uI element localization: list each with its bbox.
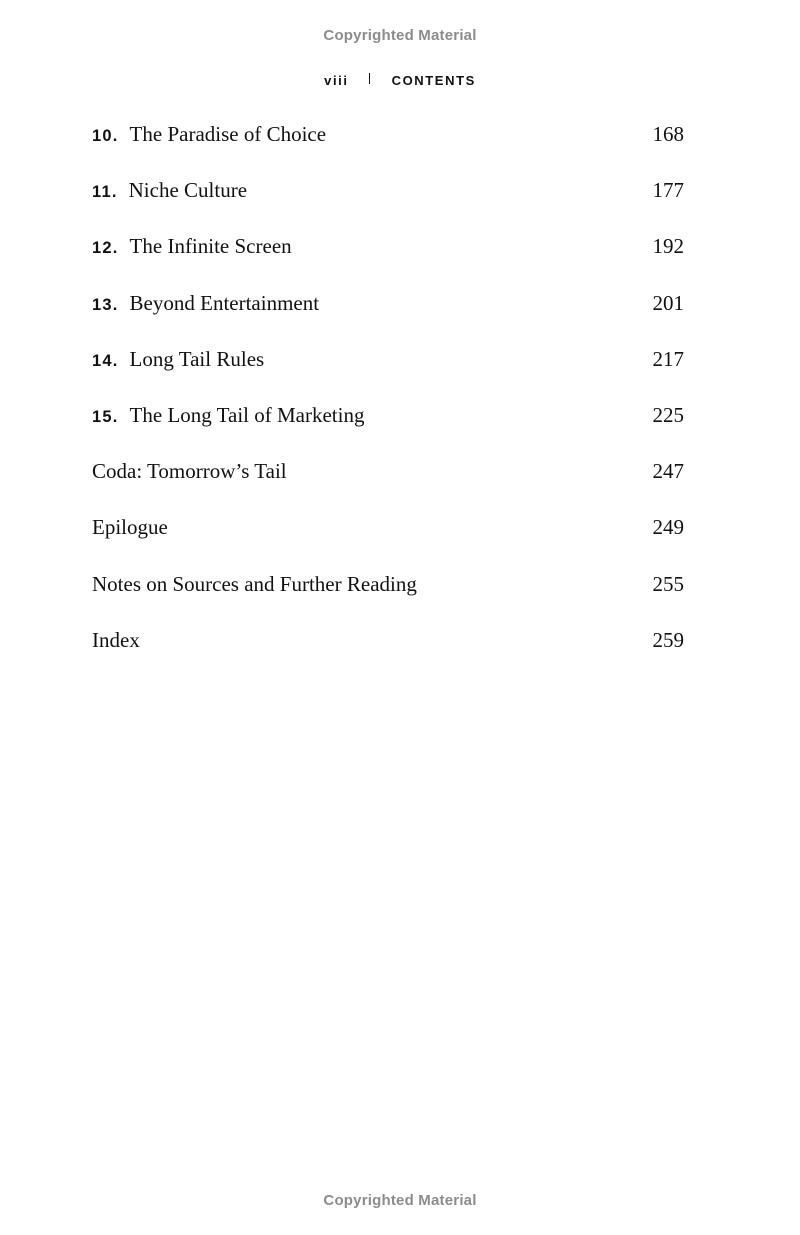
chapter-title: Long Tail Rules bbox=[129, 346, 265, 371]
toc-entry-title: Notes on Sources and Further Reading bbox=[92, 571, 417, 596]
running-head bbox=[0, 73, 800, 88]
toc-entry[interactable] bbox=[92, 106, 684, 162]
chapter-number: 12. bbox=[92, 239, 119, 258]
chapter-number: 13. bbox=[92, 295, 119, 314]
toc-entry[interactable] bbox=[92, 387, 684, 443]
running-head-divider bbox=[369, 73, 370, 84]
chapter-title: The Long Tail of Marketing bbox=[129, 402, 365, 427]
watermark-bottom: Copyrighted Material bbox=[323, 1192, 477, 1209]
page-number: 201 bbox=[652, 290, 684, 315]
toc-entry-title: Epilogue bbox=[92, 515, 168, 540]
page-number: 192 bbox=[652, 234, 684, 259]
chapter-title: The Paradise of Choice bbox=[129, 122, 327, 146]
page-number: 177 bbox=[652, 178, 684, 203]
toc-entry-label bbox=[92, 106, 326, 164]
page-folio: viii bbox=[324, 73, 349, 88]
watermark-top: Copyrighted Material bbox=[323, 27, 477, 44]
toc-entry[interactable] bbox=[92, 275, 684, 331]
page-number: 225 bbox=[652, 402, 684, 427]
toc-entry-label bbox=[92, 162, 247, 220]
page-number: 255 bbox=[652, 571, 684, 596]
page-number: 217 bbox=[652, 346, 684, 371]
toc-entry[interactable] bbox=[92, 331, 684, 387]
toc-entry-title: Coda: Tomorrow’s Tail bbox=[92, 459, 287, 484]
toc-entry-label bbox=[92, 331, 264, 389]
running-head-title: CONTENTS bbox=[391, 73, 476, 88]
chapter-title: Beyond Entertainment bbox=[129, 290, 320, 315]
page-number: 259 bbox=[652, 627, 684, 652]
chapter-number: 11. bbox=[92, 183, 118, 202]
toc-entry[interactable] bbox=[92, 162, 684, 218]
toc-entry-title: Index bbox=[92, 627, 140, 652]
page-number: 247 bbox=[652, 459, 684, 484]
page-number: 168 bbox=[652, 122, 684, 146]
chapter-title: The Infinite Screen bbox=[129, 234, 292, 259]
chapter-title: Niche Culture bbox=[128, 178, 248, 203]
toc-entry-label bbox=[92, 275, 319, 333]
toc-entry[interactable] bbox=[92, 612, 684, 668]
toc-entry[interactable] bbox=[92, 556, 684, 612]
toc-entry[interactable] bbox=[92, 218, 684, 274]
toc-entry-label bbox=[92, 218, 292, 276]
toc-entry[interactable] bbox=[92, 443, 684, 499]
toc-entry[interactable] bbox=[92, 499, 684, 555]
chapter-number: 15. bbox=[92, 407, 119, 426]
chapter-number: 10. bbox=[92, 127, 119, 145]
page-number: 249 bbox=[652, 515, 684, 540]
chapter-number: 14. bbox=[92, 351, 119, 370]
toc-entry-label bbox=[92, 387, 364, 445]
table-of-contents bbox=[92, 106, 684, 668]
